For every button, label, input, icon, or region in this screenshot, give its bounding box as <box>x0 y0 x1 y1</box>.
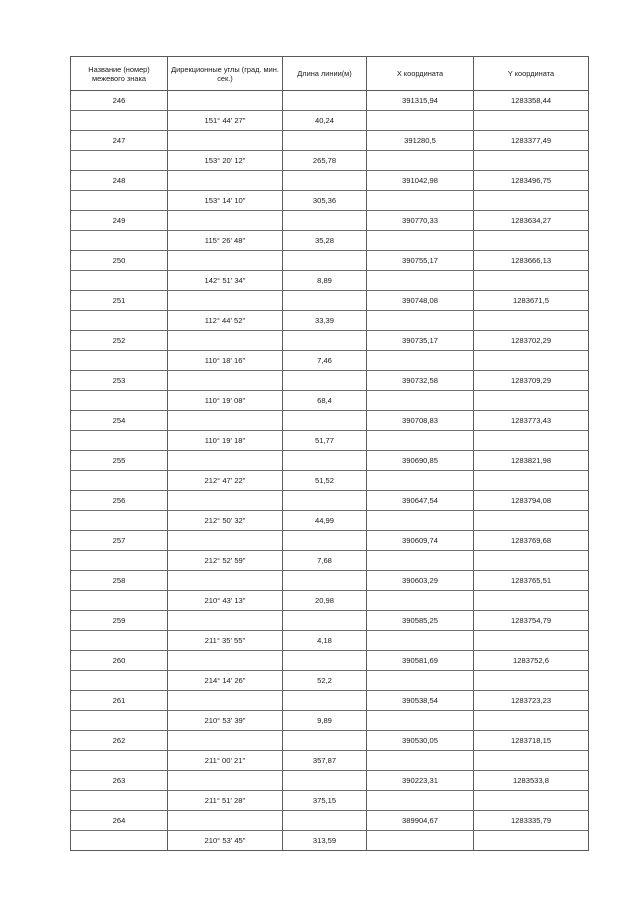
cell-angle: 212° 52' 59" <box>168 551 283 571</box>
cell-length <box>283 451 367 471</box>
table-row <box>71 651 589 671</box>
cell-length <box>283 171 367 191</box>
cell-x: 390223,31 <box>367 771 474 791</box>
cell-marker-name <box>71 511 168 531</box>
cell-angle <box>168 651 283 671</box>
cell-x <box>367 151 474 171</box>
cell-angle <box>168 211 283 231</box>
cell-y: 1283496,75 <box>474 171 589 191</box>
cell-length <box>283 251 367 271</box>
cell-x <box>367 591 474 611</box>
cell-length <box>283 651 367 671</box>
cell-x: 390690,85 <box>367 451 474 471</box>
cell-length <box>283 611 367 631</box>
cell-y <box>474 111 589 131</box>
cell-marker-name: 260 <box>71 651 168 671</box>
cell-x: 391280,5 <box>367 131 474 151</box>
cell-length <box>283 731 367 751</box>
cell-angle <box>168 331 283 351</box>
table-row <box>71 471 589 491</box>
table-row <box>71 571 589 591</box>
cell-x: 390647,54 <box>367 491 474 511</box>
table-row <box>71 751 589 771</box>
table-row <box>71 791 589 811</box>
cell-marker-name: 253 <box>71 371 168 391</box>
cell-marker-name: 258 <box>71 571 168 591</box>
document-page <box>70 56 588 851</box>
cell-length: 357,87 <box>283 751 367 771</box>
table-row <box>71 691 589 711</box>
table-row <box>71 631 589 651</box>
cell-marker-name <box>71 671 168 691</box>
table-row <box>71 191 589 211</box>
cell-x <box>367 711 474 731</box>
cell-x <box>367 671 474 691</box>
cell-angle: 212° 50' 32" <box>168 511 283 531</box>
cell-marker-name <box>71 631 168 651</box>
cell-angle: 210° 53' 39" <box>168 711 283 731</box>
cell-length: 33,39 <box>283 311 367 331</box>
cell-y <box>474 351 589 371</box>
cell-angle <box>168 291 283 311</box>
cell-marker-name <box>71 551 168 571</box>
cell-length <box>283 211 367 231</box>
cell-angle: 210° 53' 45" <box>168 831 283 851</box>
cell-angle <box>168 811 283 831</box>
table-row <box>71 731 589 751</box>
cell-length <box>283 691 367 711</box>
cell-length: 7,46 <box>283 351 367 371</box>
cell-y: 1283671,5 <box>474 291 589 311</box>
cell-marker-name: 251 <box>71 291 168 311</box>
table-row <box>71 351 589 371</box>
cell-marker-name: 257 <box>71 531 168 551</box>
cell-y <box>474 751 589 771</box>
cell-marker-name <box>71 431 168 451</box>
cell-length: 52,2 <box>283 671 367 691</box>
cell-y: 1283702,29 <box>474 331 589 351</box>
cell-length: 313,59 <box>283 831 367 851</box>
cell-y <box>474 551 589 571</box>
cell-angle: 110° 18' 16" <box>168 351 283 371</box>
cell-marker-name <box>71 111 168 131</box>
table-row <box>71 491 589 511</box>
boundary-coordinates-table <box>70 56 589 851</box>
cell-marker-name: 262 <box>71 731 168 751</box>
cell-y: 1283666,13 <box>474 251 589 271</box>
cell-angle <box>168 411 283 431</box>
cell-marker-name <box>71 591 168 611</box>
table-row <box>71 231 589 251</box>
cell-length <box>283 771 367 791</box>
cell-y <box>474 391 589 411</box>
cell-angle <box>168 731 283 751</box>
cell-angle: 112° 44' 52" <box>168 311 283 331</box>
table-row <box>71 431 589 451</box>
cell-angle <box>168 251 283 271</box>
cell-marker-name: 255 <box>71 451 168 471</box>
cell-y <box>474 191 589 211</box>
cell-length: 51,52 <box>283 471 367 491</box>
cell-x <box>367 271 474 291</box>
cell-length <box>283 571 367 591</box>
cell-angle: 115° 26' 48" <box>168 231 283 251</box>
cell-y: 1283821,98 <box>474 451 589 471</box>
cell-y: 1283335,79 <box>474 811 589 831</box>
cell-x: 391042,98 <box>367 171 474 191</box>
header-name: Название (номер) межевого знака <box>71 57 168 91</box>
cell-y: 1283533,8 <box>474 771 589 791</box>
cell-marker-name: 264 <box>71 811 168 831</box>
table-row <box>71 411 589 431</box>
table-row <box>71 371 589 391</box>
cell-x <box>367 351 474 371</box>
table-row <box>71 211 589 231</box>
cell-x <box>367 631 474 651</box>
cell-marker-name: 247 <box>71 131 168 151</box>
table-row <box>71 271 589 291</box>
cell-length: 7,68 <box>283 551 367 571</box>
cell-angle <box>168 611 283 631</box>
table-row <box>71 451 589 471</box>
cell-angle: 211° 35' 55" <box>168 631 283 651</box>
cell-x: 390585,25 <box>367 611 474 631</box>
header-length: Длина линии(м) <box>283 57 367 91</box>
cell-angle: 142° 51' 34" <box>168 271 283 291</box>
cell-angle <box>168 531 283 551</box>
cell-y: 1283718,15 <box>474 731 589 751</box>
cell-marker-name: 261 <box>71 691 168 711</box>
cell-marker-name <box>71 751 168 771</box>
cell-x <box>367 111 474 131</box>
table-row <box>71 111 589 131</box>
cell-length: 8,89 <box>283 271 367 291</box>
cell-marker-name: 248 <box>71 171 168 191</box>
cell-y: 1283754,79 <box>474 611 589 631</box>
cell-length <box>283 291 367 311</box>
cell-marker-name <box>71 191 168 211</box>
header-y: Y координата <box>474 57 589 91</box>
cell-angle <box>168 691 283 711</box>
cell-length: 40,24 <box>283 111 367 131</box>
header-angle: Дирекционные углы (град. мин. сек.) <box>168 57 283 91</box>
cell-angle: 211° 51' 28" <box>168 791 283 811</box>
table-row <box>71 291 589 311</box>
cell-x: 389904,67 <box>367 811 474 831</box>
table-row <box>71 91 589 111</box>
cell-y <box>474 431 589 451</box>
table-row <box>71 251 589 271</box>
table-row <box>71 511 589 531</box>
table-header-row <box>71 57 589 91</box>
cell-x <box>367 431 474 451</box>
table-row <box>71 831 589 851</box>
cell-angle <box>168 771 283 791</box>
cell-angle: 153° 20' 12" <box>168 151 283 171</box>
cell-length: 305,36 <box>283 191 367 211</box>
cell-angle <box>168 451 283 471</box>
cell-x: 390603,29 <box>367 571 474 591</box>
cell-x: 390748,08 <box>367 291 474 311</box>
cell-length <box>283 371 367 391</box>
cell-length <box>283 91 367 111</box>
cell-x: 390530,05 <box>367 731 474 751</box>
header-x: X координата <box>367 57 474 91</box>
cell-marker-name <box>71 471 168 491</box>
cell-y <box>474 231 589 251</box>
cell-y: 1283723,23 <box>474 691 589 711</box>
table-row <box>71 711 589 731</box>
cell-y <box>474 711 589 731</box>
cell-angle: 210° 43' 13" <box>168 591 283 611</box>
cell-marker-name <box>71 831 168 851</box>
cell-length <box>283 811 367 831</box>
table-row <box>71 151 589 171</box>
cell-x: 390708,83 <box>367 411 474 431</box>
cell-y <box>474 591 589 611</box>
cell-y: 1283358,44 <box>474 91 589 111</box>
cell-length: 375,15 <box>283 791 367 811</box>
cell-length: 9,89 <box>283 711 367 731</box>
cell-y: 1283769,68 <box>474 531 589 551</box>
cell-length: 35,28 <box>283 231 367 251</box>
cell-marker-name <box>71 791 168 811</box>
cell-x <box>367 311 474 331</box>
cell-angle <box>168 91 283 111</box>
cell-x: 390770,33 <box>367 211 474 231</box>
cell-length: 68,4 <box>283 391 367 411</box>
cell-y: 1283709,29 <box>474 371 589 391</box>
cell-marker-name <box>71 391 168 411</box>
cell-y <box>474 151 589 171</box>
cell-y <box>474 791 589 811</box>
table-body <box>71 91 589 851</box>
table-row <box>71 331 589 351</box>
cell-y: 1283752,6 <box>474 651 589 671</box>
cell-x: 390732,58 <box>367 371 474 391</box>
cell-x <box>367 391 474 411</box>
cell-length <box>283 131 367 151</box>
cell-marker-name: 254 <box>71 411 168 431</box>
cell-angle: 211° 00' 21" <box>168 751 283 771</box>
cell-y: 1283773,43 <box>474 411 589 431</box>
cell-y: 1283794,08 <box>474 491 589 511</box>
cell-x: 391315,94 <box>367 91 474 111</box>
cell-marker-name: 250 <box>71 251 168 271</box>
cell-angle: 151° 44' 27" <box>168 111 283 131</box>
cell-y <box>474 831 589 851</box>
cell-angle <box>168 571 283 591</box>
cell-y <box>474 671 589 691</box>
cell-marker-name: 246 <box>71 91 168 111</box>
cell-length <box>283 531 367 551</box>
cell-length: 265,78 <box>283 151 367 171</box>
cell-x <box>367 551 474 571</box>
cell-length <box>283 491 367 511</box>
table-row <box>71 391 589 411</box>
cell-x: 390609,74 <box>367 531 474 551</box>
cell-marker-name: 249 <box>71 211 168 231</box>
cell-angle <box>168 131 283 151</box>
cell-x: 390735,17 <box>367 331 474 351</box>
cell-x <box>367 791 474 811</box>
cell-marker-name: 252 <box>71 331 168 351</box>
cell-marker-name: 259 <box>71 611 168 631</box>
cell-x <box>367 471 474 491</box>
table-row <box>71 551 589 571</box>
cell-x: 390538,54 <box>367 691 474 711</box>
cell-y <box>474 271 589 291</box>
cell-length <box>283 331 367 351</box>
table-row <box>71 671 589 691</box>
table-row <box>71 311 589 331</box>
cell-marker-name: 256 <box>71 491 168 511</box>
cell-length: 51,77 <box>283 431 367 451</box>
cell-y <box>474 311 589 331</box>
cell-angle: 212° 47' 22" <box>168 471 283 491</box>
cell-length: 44,99 <box>283 511 367 531</box>
table-row <box>71 131 589 151</box>
table-row <box>71 591 589 611</box>
cell-angle: 110° 19' 18" <box>168 431 283 451</box>
cell-y: 1283634,27 <box>474 211 589 231</box>
cell-length: 20,98 <box>283 591 367 611</box>
cell-y <box>474 631 589 651</box>
cell-angle <box>168 371 283 391</box>
cell-angle: 110° 19' 08" <box>168 391 283 411</box>
cell-angle: 153° 14' 10" <box>168 191 283 211</box>
cell-marker-name <box>71 231 168 251</box>
cell-marker-name <box>71 271 168 291</box>
cell-angle <box>168 171 283 191</box>
table-row <box>71 771 589 791</box>
cell-y <box>474 471 589 491</box>
table-row <box>71 531 589 551</box>
cell-x <box>367 831 474 851</box>
cell-x: 390755,17 <box>367 251 474 271</box>
cell-marker-name <box>71 711 168 731</box>
cell-marker-name: 263 <box>71 771 168 791</box>
cell-y: 1283377,49 <box>474 131 589 151</box>
cell-angle: 214° 14' 26" <box>168 671 283 691</box>
cell-marker-name <box>71 151 168 171</box>
cell-x <box>367 511 474 531</box>
cell-x: 390581,69 <box>367 651 474 671</box>
table-row <box>71 811 589 831</box>
table-row <box>71 171 589 191</box>
cell-length <box>283 411 367 431</box>
cell-x <box>367 191 474 211</box>
table-row <box>71 611 589 631</box>
cell-angle <box>168 491 283 511</box>
cell-length: 4,18 <box>283 631 367 651</box>
cell-x <box>367 231 474 251</box>
cell-x <box>367 751 474 771</box>
cell-marker-name <box>71 311 168 331</box>
cell-y: 1283765,51 <box>474 571 589 591</box>
cell-y <box>474 511 589 531</box>
cell-marker-name <box>71 351 168 371</box>
